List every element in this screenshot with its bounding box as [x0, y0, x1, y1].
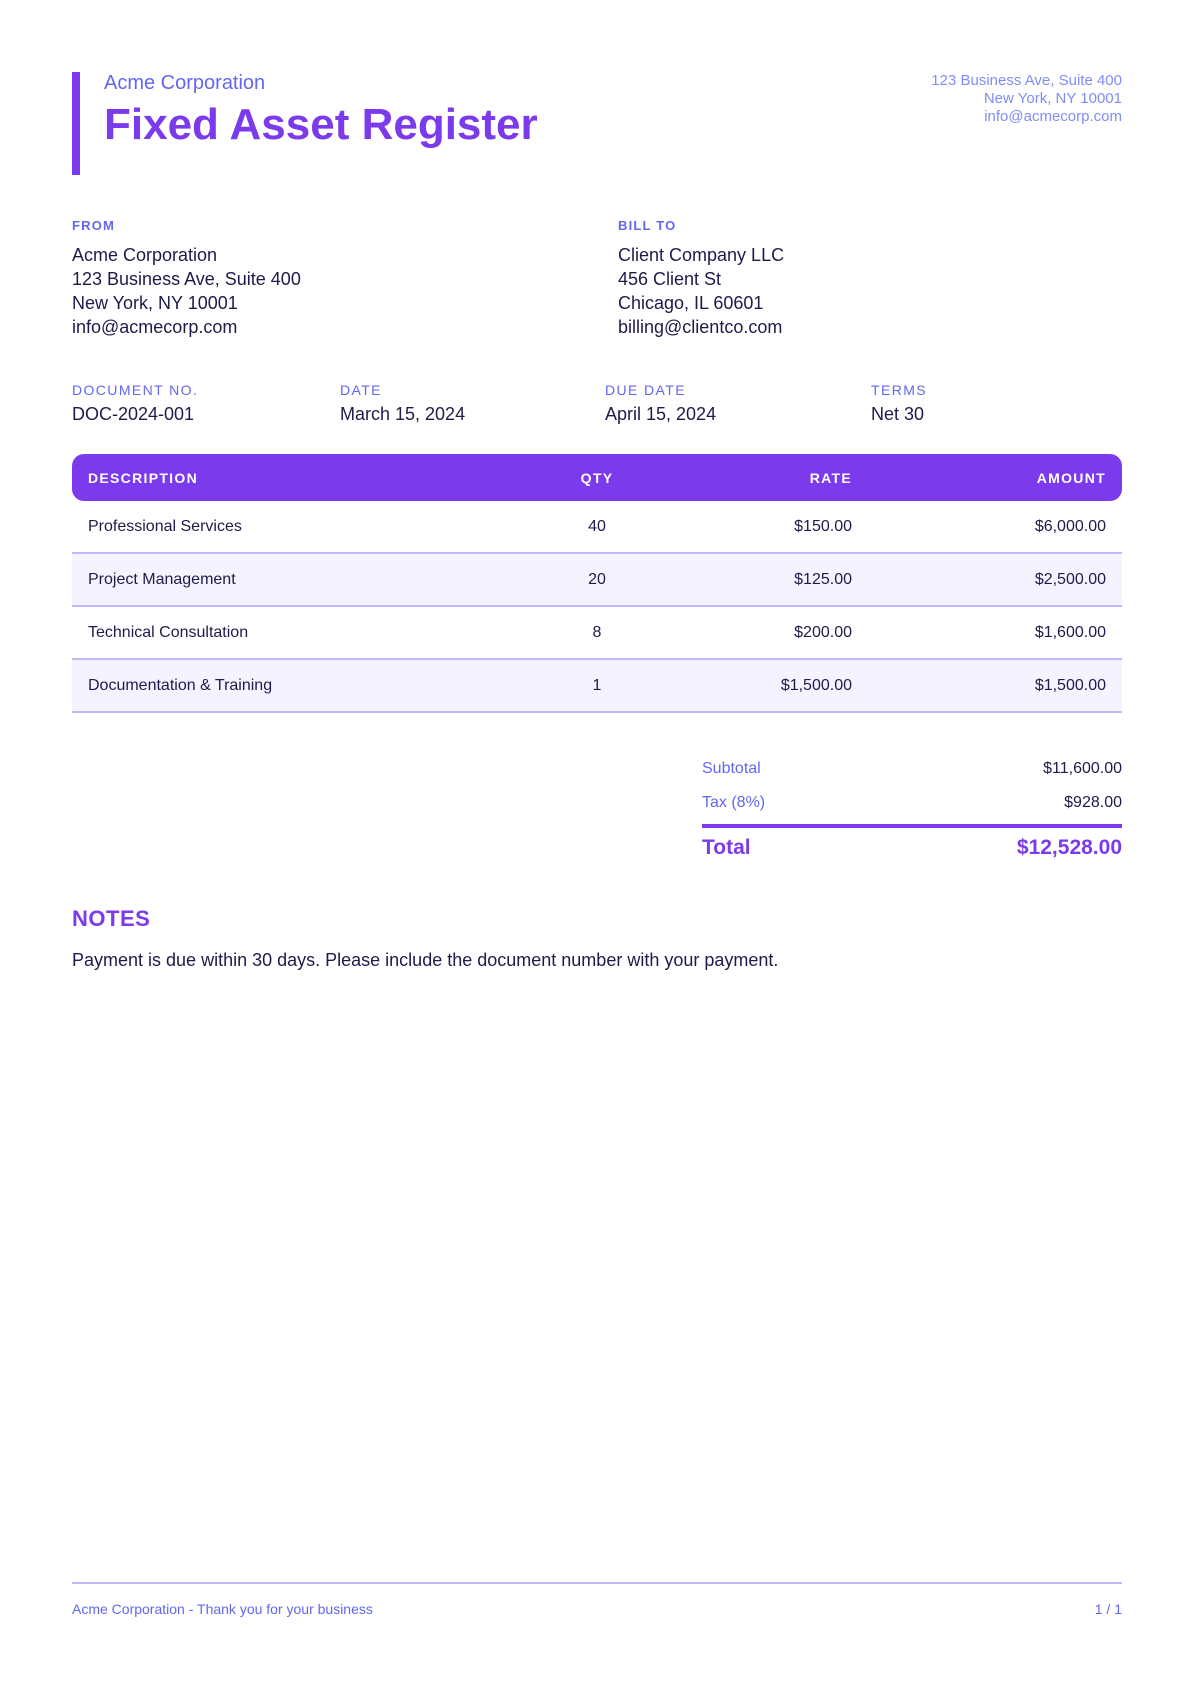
- notes-text: Payment is due within 30 days. Please include the document number with your payment.: [72, 950, 779, 970]
- header-email-link[interactable]: info@acmecorp.com: [984, 108, 1122, 125]
- from-section: [72, 218, 301, 339]
- tax-row: [702, 790, 1122, 824]
- from-line: New York, NY 10001: [72, 293, 238, 313]
- meta-value: DOC-2024-001: [72, 404, 195, 424]
- cell-rate: $150.00: [794, 518, 852, 535]
- bill-to-label: BILL TO: [618, 218, 677, 233]
- notes-heading: NOTES: [72, 906, 151, 931]
- meta-label: DUE DATE: [605, 382, 686, 398]
- table-header: [72, 454, 1122, 501]
- cell-rate: $125.00: [794, 571, 852, 588]
- cell-amount: $6,000.00: [1034, 518, 1106, 535]
- header-address: [931, 72, 1122, 126]
- meta-value: April 15, 2024: [605, 404, 717, 424]
- column-header-qty: QTY: [580, 470, 614, 486]
- bill-to-email-link[interactable]: billing@clientco.com: [618, 317, 783, 337]
- meta-terms: [871, 382, 927, 425]
- cell-description: Documentation & Training: [88, 677, 273, 694]
- bill-to-line: 456 Client St: [618, 269, 722, 289]
- line-items-table: [72, 454, 1122, 713]
- column-header-amount: AMOUNT: [1036, 470, 1106, 486]
- cell-qty: 8: [592, 624, 602, 641]
- bill-to-section: [618, 218, 784, 339]
- total-label: Total: [702, 836, 751, 859]
- meta-value: March 15, 2024: [340, 404, 466, 424]
- bill-to-line: Chicago, IL 60601: [618, 293, 764, 313]
- tax-value: $928.00: [1064, 794, 1122, 811]
- subtotal-label: Subtotal: [702, 760, 761, 777]
- meta-document-number: [72, 382, 198, 425]
- cell-description: Professional Services: [88, 518, 242, 535]
- from-line: 123 Business Ave, Suite 400: [72, 269, 301, 289]
- meta-label: TERMS: [871, 382, 927, 398]
- bill-to-line: Client Company LLC: [618, 245, 785, 265]
- table-row: [72, 554, 1122, 607]
- tax-label: Tax (8%): [702, 794, 766, 811]
- page-number: 1 / 1: [1094, 1601, 1122, 1617]
- cell-description: Technical Consultation: [88, 624, 249, 641]
- cell-amount: $1,500.00: [1034, 677, 1106, 694]
- column-header-rate: RATE: [809, 470, 852, 486]
- table-row: [72, 607, 1122, 660]
- header-company-name: Acme Corporation: [104, 72, 266, 94]
- header-accent-bar: [72, 72, 80, 175]
- from-label: FROM: [72, 218, 116, 233]
- column-header-description: DESCRIPTION: [88, 470, 198, 486]
- subtotal-row: [702, 756, 1122, 790]
- footer-divider: [72, 1582, 1122, 1584]
- cell-amount: $2,500.00: [1034, 571, 1106, 588]
- from-email-link[interactable]: info@acmecorp.com: [72, 317, 238, 337]
- meta-value: Net 30: [871, 404, 925, 424]
- cell-rate: $1,500.00: [780, 677, 852, 694]
- header-address-line: 123 Business Ave, Suite 400: [931, 72, 1122, 89]
- cell-qty: 20: [588, 571, 606, 588]
- cell-qty: 1: [592, 677, 602, 694]
- total-row: [702, 828, 1122, 868]
- meta-label: DOCUMENT NO.: [72, 382, 199, 398]
- from-line: Acme Corporation: [72, 245, 218, 265]
- cell-rate: $200.00: [794, 624, 852, 641]
- meta-label: DATE: [340, 382, 382, 398]
- cell-qty: 40: [588, 518, 606, 535]
- header-address-line: New York, NY 10001: [983, 90, 1122, 107]
- table-row: [72, 501, 1122, 554]
- meta-due-date: [605, 382, 716, 425]
- total-value: $12,528.00: [1016, 836, 1122, 859]
- table-row: [72, 660, 1122, 713]
- totals-section: [702, 756, 1122, 868]
- cell-amount: $1,600.00: [1034, 624, 1106, 641]
- meta-date: [340, 382, 465, 425]
- document-title: Fixed Asset Register: [104, 100, 538, 149]
- cell-description: Project Management: [88, 571, 236, 588]
- subtotal-value: $11,600.00: [1043, 760, 1122, 777]
- footer-text: Acme Corporation - Thank you for your business: [72, 1601, 373, 1617]
